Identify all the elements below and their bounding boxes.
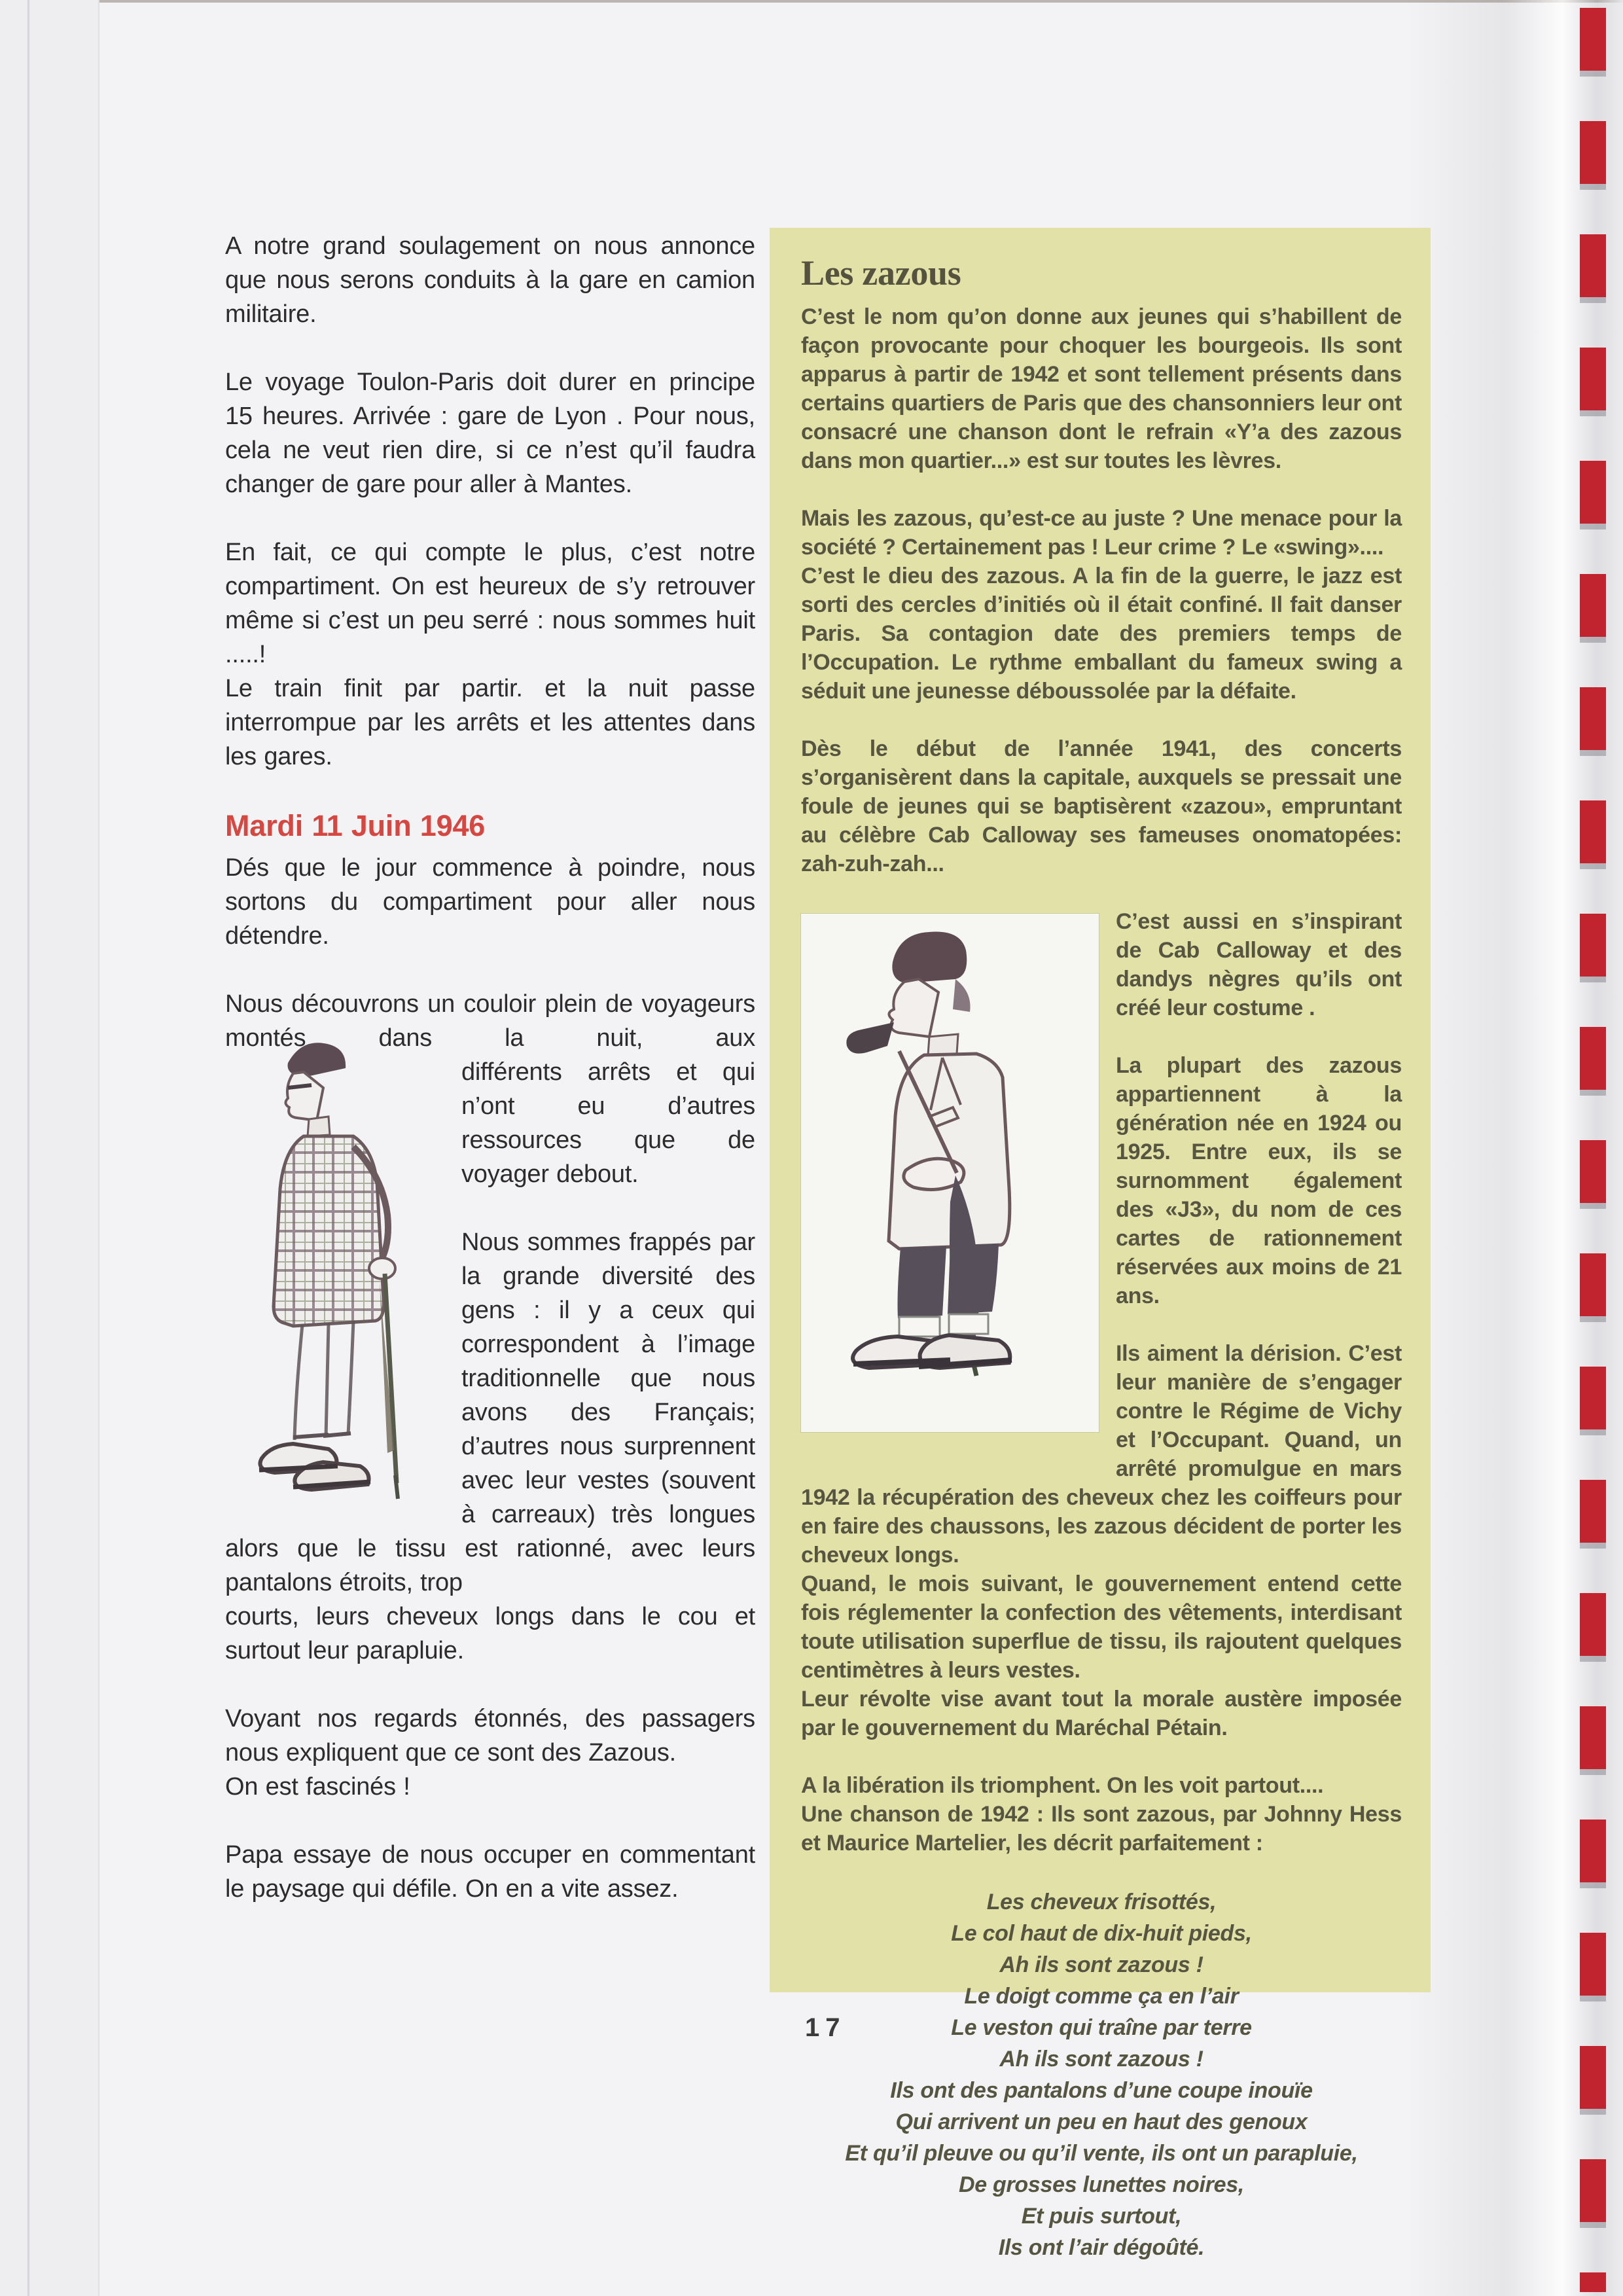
paragraph: Voyant nos regards étonnés, des passagers nous expliquent que ce sont des Zazous. — [225, 1705, 755, 1767]
poem-line: Le col haut de dix-huit pieds, — [951, 1921, 1252, 1946]
zazou-pencil-sketch — [225, 1025, 451, 1529]
left-column — [225, 229, 755, 1906]
song-lyrics — [801, 1886, 1402, 2263]
paragraph: Une chanson de 1942 : Ils sont zazous, par Johnny Hess et Maurice Martelier, les décrit parfaitement : — [801, 1802, 1402, 1856]
paragraph: A la libération ils triomphent. On les voit partout.... — [801, 1773, 1324, 1798]
paragraph: Mais les zazous, qu’est-ce au juste ? Une menace pour la société ? Certainement pas ! Leur crime ? Le «swing».... — [801, 506, 1402, 560]
spiral-binding-tabs — [1580, 8, 1606, 2292]
paragraph: Nous découvrons un couloir plein de voyageurs montés dans la nuit, aux — [225, 990, 755, 1052]
sidebar-title: Les zazous — [801, 253, 961, 293]
paragraph: Le train finit par partir. et la nuit passe interrompue par les arrêts et les attentes dans les gares. — [225, 675, 755, 770]
poem-line: Et qu’il pleuve ou qu’il vente, ils ont un parapluie, — [845, 2141, 1358, 2166]
poem-line: Ils ont l’air dégoûté. — [998, 2235, 1205, 2260]
paragraph: Ils aiment la dérision. C’est leur manière de s’engager contre le Régime de Vichy et l’Occupant. Quand, un arrêté promulgue en mars 1942 la récupération des cheveux chez les coiffeurs pour en faire des chaussons, les zazous décident de porter les cheveux longs. — [801, 1341, 1402, 1568]
paragraph: différents arrêts et qui n’ont eu d’autres ressources que de voyager debout. — [461, 1058, 755, 1188]
paragraph: C’est le dieu des zazous. A la fin de la guerre, le jazz est sorti des cercles d’initiés où il était confiné. Il fait danser Paris. Sa contagion date des premiers temps de l’Occupation. Le rythme emballant du fameux swing a séduit une jeunesse déboussolée par la défaite. — [801, 564, 1402, 704]
paragraph: On est fascinés ! — [225, 1773, 410, 1801]
paragraph: C’est le nom qu’on donne aux jeunes qui s’habillent de façon provocante pour choquer les bourgeois. Ils sont apparus à partir de 1942 et sont tellement présents dans certains quartiers de Paris que des chansonniers leur ont consacré une chanson dont le refrain «Y’a des zazous dans mon quartier...» est sur toutes les lèvres. — [801, 304, 1402, 473]
paragraph: courts, leurs cheveux longs dans le cou et surtout leur parapluie. — [225, 1603, 755, 1664]
page-left-margin — [0, 0, 99, 2296]
page-number: 17 — [805, 2013, 846, 2042]
paragraph: C’est aussi en s’inspirant de Cab Calloway et des dandys nègres qu’ils ont créé leur costume . — [1116, 909, 1402, 1020]
paragraph: Le voyage Toulon-Paris doit durer en principe 15 heures. Arrivée : gare de Lyon . Pour nous, cela ne veut rien dire, si ce n’est qu’il faudra changer de gare pour aller à Mantes. — [225, 368, 755, 498]
poem-line: Les cheveux frisottés, — [986, 1890, 1217, 1914]
poem-line: Le veston qui traîne par terre — [951, 2015, 1252, 2040]
page-crease — [27, 0, 29, 2296]
paragraph: A notre grand soulagement on nous annonce que nous serons conduits à la gare en camion militaire. — [225, 232, 755, 328]
poem-line: Le doigt comme ça en l’air — [964, 1984, 1239, 2009]
date-heading: Mardi 11 Juin 1946 — [225, 809, 486, 842]
paragraph: Dés que le jour commence à poindre, nous sortons du compartiment pour aller nous détendre. — [225, 854, 755, 950]
zazou-pencil-sketch-image — [225, 1025, 451, 1529]
paragraph: La plupart des zazous appartiennent à la génération née en 1924 ou 1925. Entre eux, ils se surnomment également des «J3», du nom de ces cartes de rationnement réservées aux moins de 21 ans. — [1116, 1053, 1402, 1308]
scan-top-edge — [0, 0, 1623, 3]
poem-line: Ah ils sont zazous ! — [999, 2047, 1204, 2072]
poem-line: Ils ont des pantalons d’une coupe inouïe — [890, 2078, 1313, 2103]
paragraph: Papa essaye de nous occuper en commentant le paysage qui défile. On en a vite assez. — [225, 1841, 755, 1903]
wrapped-text-block — [801, 907, 1402, 1570]
poem-line: De grosses lunettes noires, — [959, 2172, 1244, 2197]
paragraph: Nous sommes frappés par la grande diversité des gens : il y a ceux qui correspondent à l’image traditionnelle que nous avons des Français; d’autres nous surprennent avec leur vestes (souvent à carreaux) très longues alors que le tissu est rationné, avec leurs pantalons étroits, trop — [225, 1229, 755, 1596]
paragraph: Leur révolte vise avant tout la morale austère imposée par le gouvernement du Maréchal Pétain. — [801, 1687, 1402, 1740]
poem-line: Ah ils sont zazous ! — [999, 1952, 1204, 1977]
paragraph: Dès le début de l’année 1941, des concerts s’organisèrent dans la capitale, auxquels se pressait une foule de jeunes qui se baptisèrent «zazou», empruntant au célèbre Cab Calloway ses fameuses onomatopées: zah-zuh-zah... — [801, 736, 1402, 876]
zazou-dandy-illustration — [801, 914, 1099, 1432]
wrapped-text-block — [225, 1055, 755, 1668]
poem-line: Qui arrivent un peu en haut des genoux — [895, 2109, 1308, 2134]
poem-line: Et puis surtout, — [1021, 2204, 1182, 2229]
paragraph: En fait, ce qui compte le plus, c’est notre compartiment. On est heureux de s’y retrouver même si c’est un peu serré : nous sommes huit .....! — [225, 539, 755, 668]
paragraph: Quand, le mois suivant, le gouvernement entend cette fois réglementer la confection des vêtements, interdisant toute utilisation superflue de tissu, ils rajoutent quelques centimètres à leurs vestes. — [801, 1571, 1402, 1683]
zazou-dandy-illustration-image — [801, 914, 1099, 1432]
